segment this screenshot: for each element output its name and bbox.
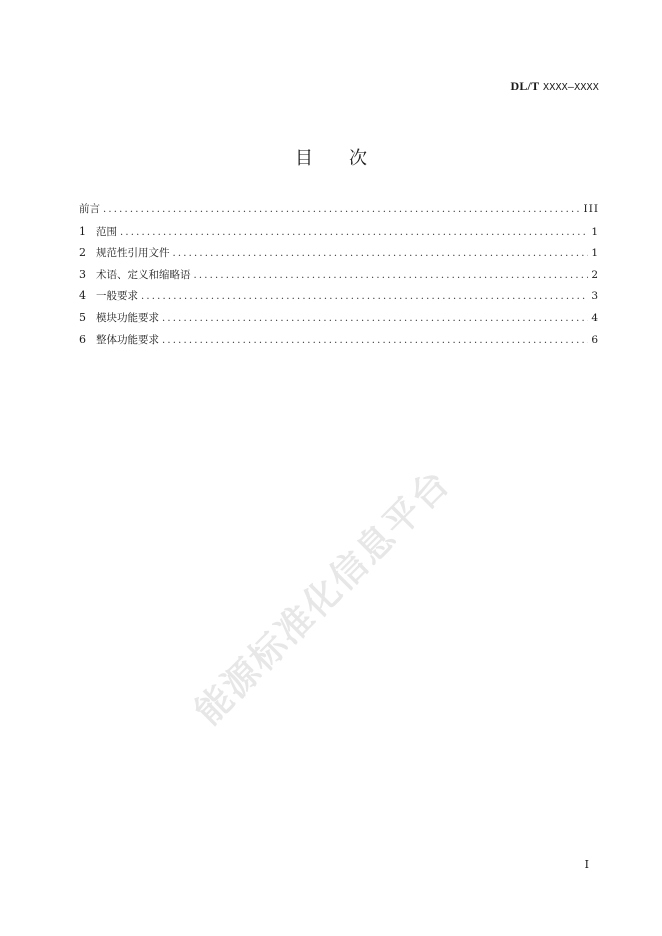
toc-entry-5[interactable] [79,307,599,329]
toc-entry-number: 6 [79,332,86,346]
toc-entry-foreword[interactable] [79,199,599,221]
table-of-contents [79,199,599,350]
toc-entry-4[interactable] [79,285,599,307]
page-number: I [584,858,589,871]
toc-entry-label: 前言 [79,203,100,215]
toc-entry-page: 1 [591,247,599,260]
toc-entry-page: 6 [591,333,599,346]
toc-entry-label: 规范性引用文件 [96,247,170,260]
toc-entry-number: 2 [79,246,86,260]
toc-entry-6[interactable] [79,329,599,351]
toc-title: 目次 [295,148,403,169]
toc-entry-label: 一般要求 [96,290,138,303]
toc-entry-1[interactable] [79,221,599,243]
toc-entry-label: 范围 [96,225,117,238]
toc-leader-dots [120,222,588,244]
toc-leader-dots [162,308,588,330]
toc-leader-dots [162,330,588,352]
toc-leader-dots [173,243,589,265]
toc-entry-label: 术语、定义和缩略语 [96,268,191,281]
watermark: 能源标准化信息平台 [187,462,459,734]
document-code-prefix: DL/T [510,79,540,93]
toc-entry-label: 模块功能要求 [96,311,159,324]
toc-leader-dots [141,286,588,308]
toc-leader-dots [194,265,589,287]
toc-entry-page: 2 [591,268,599,281]
toc-entry-number: 1 [79,224,86,238]
toc-entry-number: 4 [79,289,86,303]
toc-entry-label: 整体功能要求 [96,333,159,346]
toc-entry-number: 5 [79,310,86,324]
document-code [510,79,599,94]
toc-entry-page: 1 [591,225,599,238]
toc-entry-3[interactable] [79,264,599,286]
toc-entry-number: 3 [79,267,86,281]
toc-entry-page: 3 [591,290,599,303]
toc-entry-2[interactable] [79,242,599,264]
toc-entry-page: III [583,203,599,215]
document-code-number: XXXX—XXXX [543,82,599,93]
toc-leader-dots [103,199,581,221]
toc-entry-page: 4 [591,311,599,324]
